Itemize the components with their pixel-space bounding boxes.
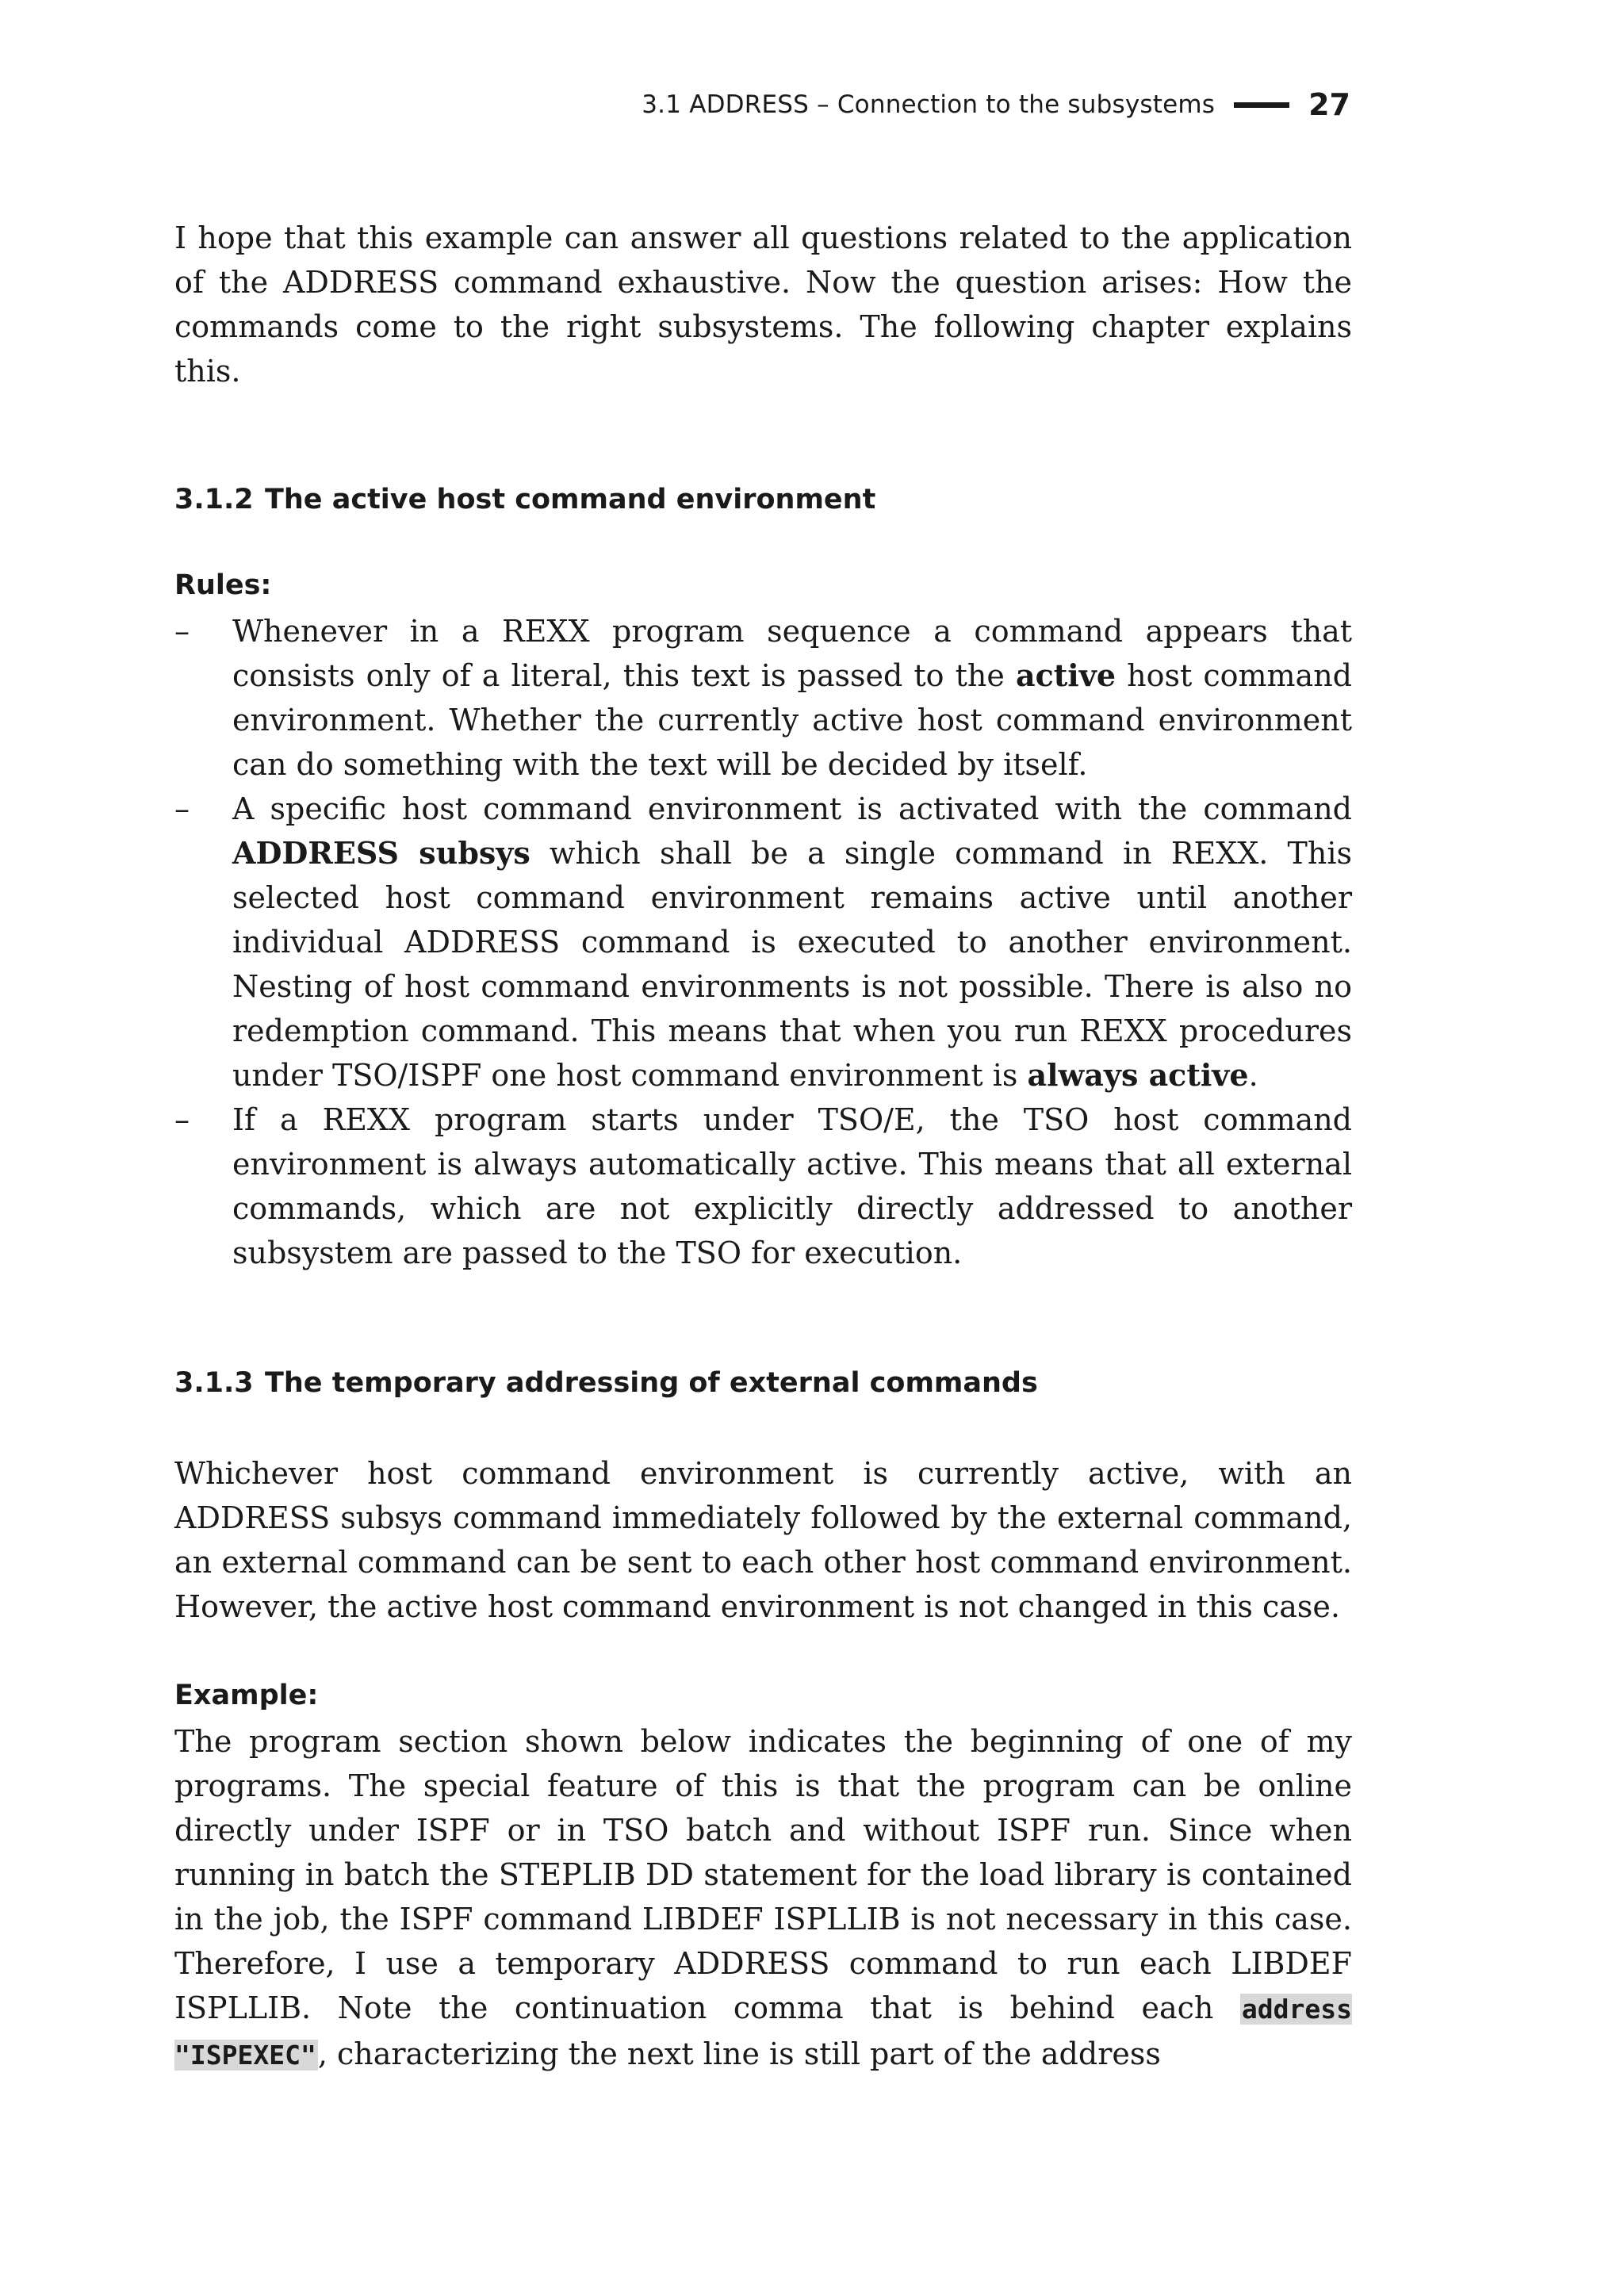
emphasis-active: active bbox=[1015, 657, 1116, 693]
list-item: – A specific host command environment is activated with the command ADDRESS subsys which shall be a single command in REXX. This selected host command environment remains active until another individual ADDRESS command is executed to another environment. Nesting of host command environments is not possible. There is also no redemption command. This means that when you run REXX procedures under TSO/ISPF one host command environment is always active. bbox=[174, 787, 1352, 1098]
example-paragraph: The program section shown below indicates the beginning of one of my programs. The special feature of this is that the program can be online directly under ISPF or in TSO batch and without ISPF run. Since when running in batch the STEPLIB DD statement for the load library is contained in the job, the ISPF command LIBDEF ISPLLIB is not necessary in this case. Therefore, I use a temporary ADDRESS command to run each LIBDEF ISPLLIB. Note the continuation comma that is behind each address "ISPEXEC", characterizing the next line is still part of the address bbox=[174, 1724, 1352, 2071]
list-item: – Whenever in a REXX program sequence a command appears that consists only of a literal, this text is passed to the active host command environment. Whether the currently active host command environment can do something with the text will be decided by itself. bbox=[174, 609, 1352, 787]
section-number: 3.1.3 bbox=[174, 1367, 254, 1399]
header-rule bbox=[1234, 102, 1289, 108]
section-title: The temporary addressing of external commands bbox=[265, 1367, 1038, 1399]
page-number: 27 bbox=[1308, 87, 1350, 122]
list-item: – If a REXX program starts under TSO/E, the TSO host command environment is always automatically active. This means that all external commands, which are not explicitly directly addressed to another subsystem are passed to the TSO for execution. bbox=[174, 1098, 1352, 1275]
section-title: The active host command environment bbox=[265, 484, 876, 515]
inline-code: address "ISPEXEC" bbox=[174, 1994, 1352, 2071]
list-dash: – bbox=[174, 791, 190, 826]
section-number: 3.1.2 bbox=[174, 484, 254, 515]
emphasis-address-subsys: ADDRESS subsys bbox=[232, 835, 530, 871]
running-title: 3.1 ADDRESS – Connection to the subsystems bbox=[642, 90, 1216, 119]
page-content bbox=[174, 216, 1352, 2078]
running-header bbox=[642, 87, 1350, 122]
section-heading-3-1-3 bbox=[174, 1364, 1352, 1402]
list-dash: – bbox=[174, 614, 190, 649]
emphasis-always-active: always active bbox=[1027, 1057, 1249, 1093]
section-paragraph: Whichever host command environment is currently active, with an ADDRESS subsys command immediately followed by the external command, an external command can be sent to each other host command environment. However, the active host command environment is not changed in this case. bbox=[174, 1456, 1352, 1624]
rules-list bbox=[174, 609, 1352, 1275]
example-label: Example: bbox=[174, 1680, 319, 1711]
list-dash: – bbox=[174, 1102, 190, 1137]
rules-label: Rules: bbox=[174, 569, 272, 601]
section-heading-3-1-2 bbox=[174, 481, 1352, 519]
intro-paragraph: I hope that this example can answer all questions related to the application of the ADDRESS command exhaustive. Now the question arises: How the commands come to the right subsystems. The following chapter explains this. bbox=[174, 220, 1352, 389]
